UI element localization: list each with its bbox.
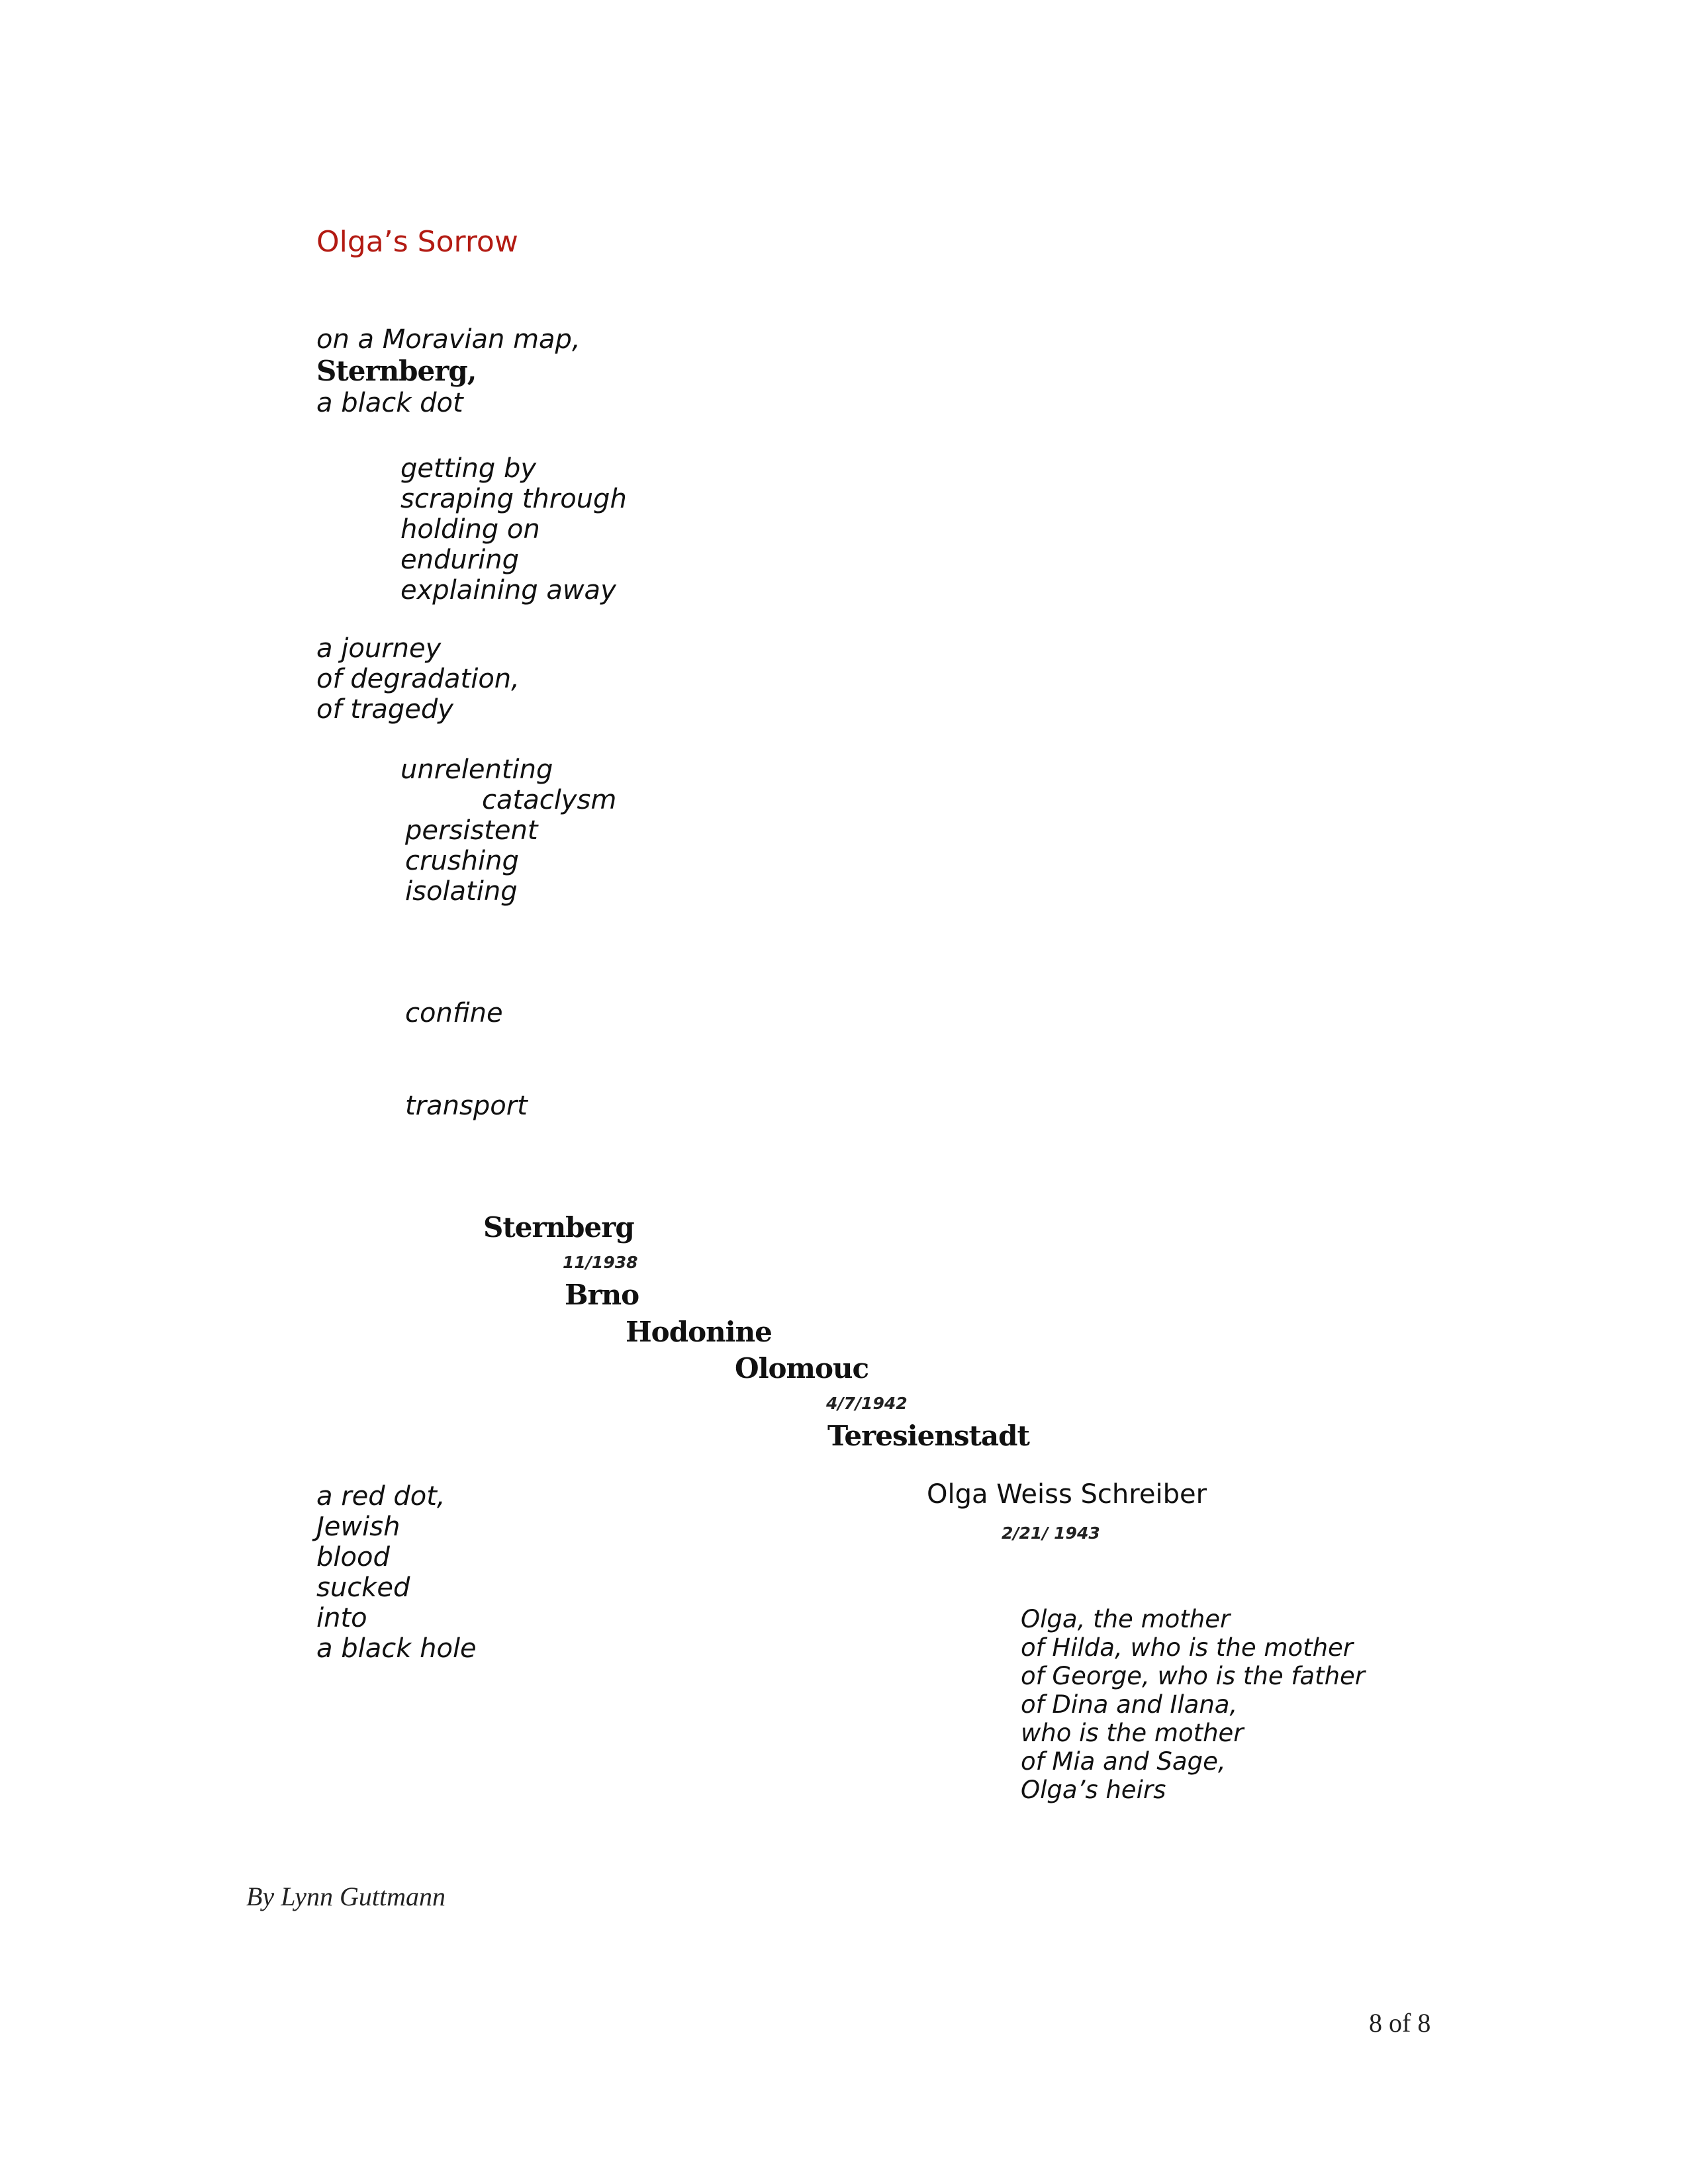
stanza-line: a journey xyxy=(316,633,442,664)
stanza-line: getting by xyxy=(400,453,536,484)
stanza-line: blood xyxy=(316,1542,390,1572)
stanza-line-sternberg: Sternberg, xyxy=(316,355,477,387)
stanza-line: scraping through xyxy=(400,484,627,514)
lineage-line: of Mia and Sage, xyxy=(1021,1747,1226,1776)
stanza-1 xyxy=(316,324,581,418)
route-hodonine: Hodonine xyxy=(626,1316,772,1348)
stanza-line: isolating xyxy=(405,876,518,907)
stanza-line: enduring xyxy=(400,545,520,575)
lineage-line: who is the mother xyxy=(1021,1719,1244,1747)
stanza-line: Jewish xyxy=(316,1512,400,1542)
stanza-line: a black dot xyxy=(316,388,463,418)
route-teresienstadt: Teresienstadt xyxy=(827,1420,1029,1452)
stanza-4-rest xyxy=(405,815,538,907)
lineage-line: Olga, the mother xyxy=(1021,1605,1231,1633)
author-byline: By Lynn Guttmann xyxy=(246,1882,445,1911)
stanza-line: of degradation, xyxy=(316,664,520,694)
stanza-line: holding on xyxy=(400,514,540,545)
route-date-1: 11/1938 xyxy=(563,1253,638,1272)
stanza-red-dot xyxy=(316,1481,477,1664)
stanza-line: on a Moravian map, xyxy=(316,324,581,355)
stanza-line-cataclysm: cataclysm xyxy=(482,785,617,815)
line-confine: confine xyxy=(405,998,503,1028)
route-sternberg: Sternberg xyxy=(483,1211,634,1244)
death-date: 2/21/ 1943 xyxy=(1002,1524,1100,1543)
stanza-line: into xyxy=(316,1603,367,1633)
poem-title: Olga’s Sorrow xyxy=(316,225,518,259)
lineage-line: Olga’s heirs xyxy=(1021,1776,1166,1804)
lineage-stanza xyxy=(1021,1605,1365,1804)
lineage-line: of George, who is the father xyxy=(1021,1662,1366,1690)
stanza-2 xyxy=(400,453,627,606)
lineage-line: of Hilda, who is the mother xyxy=(1021,1633,1354,1662)
page-number: 8 of 8 xyxy=(1369,2008,1431,2038)
person-name: Olga Weiss Schreiber xyxy=(927,1479,1207,1510)
stanza-line: explaining away xyxy=(400,575,616,606)
stanza-line-unrelenting: unrelenting xyxy=(400,754,553,785)
stanza-3 xyxy=(316,633,520,725)
stanza-line: of tragedy xyxy=(316,694,453,725)
route-olomouc: Olomouc xyxy=(735,1352,869,1385)
stanza-line: a red dot, xyxy=(316,1481,445,1512)
stanza-line: crushing xyxy=(405,846,519,876)
stanza-line: sucked xyxy=(316,1572,410,1603)
stanza-line: a black hole xyxy=(316,1633,477,1664)
route-date-2: 4/7/1942 xyxy=(826,1394,908,1413)
line-transport: transport xyxy=(405,1091,528,1121)
route-brno: Brno xyxy=(565,1279,639,1311)
lineage-line: of Dina and Ilana, xyxy=(1021,1690,1238,1719)
stanza-line: persistent xyxy=(405,815,538,846)
